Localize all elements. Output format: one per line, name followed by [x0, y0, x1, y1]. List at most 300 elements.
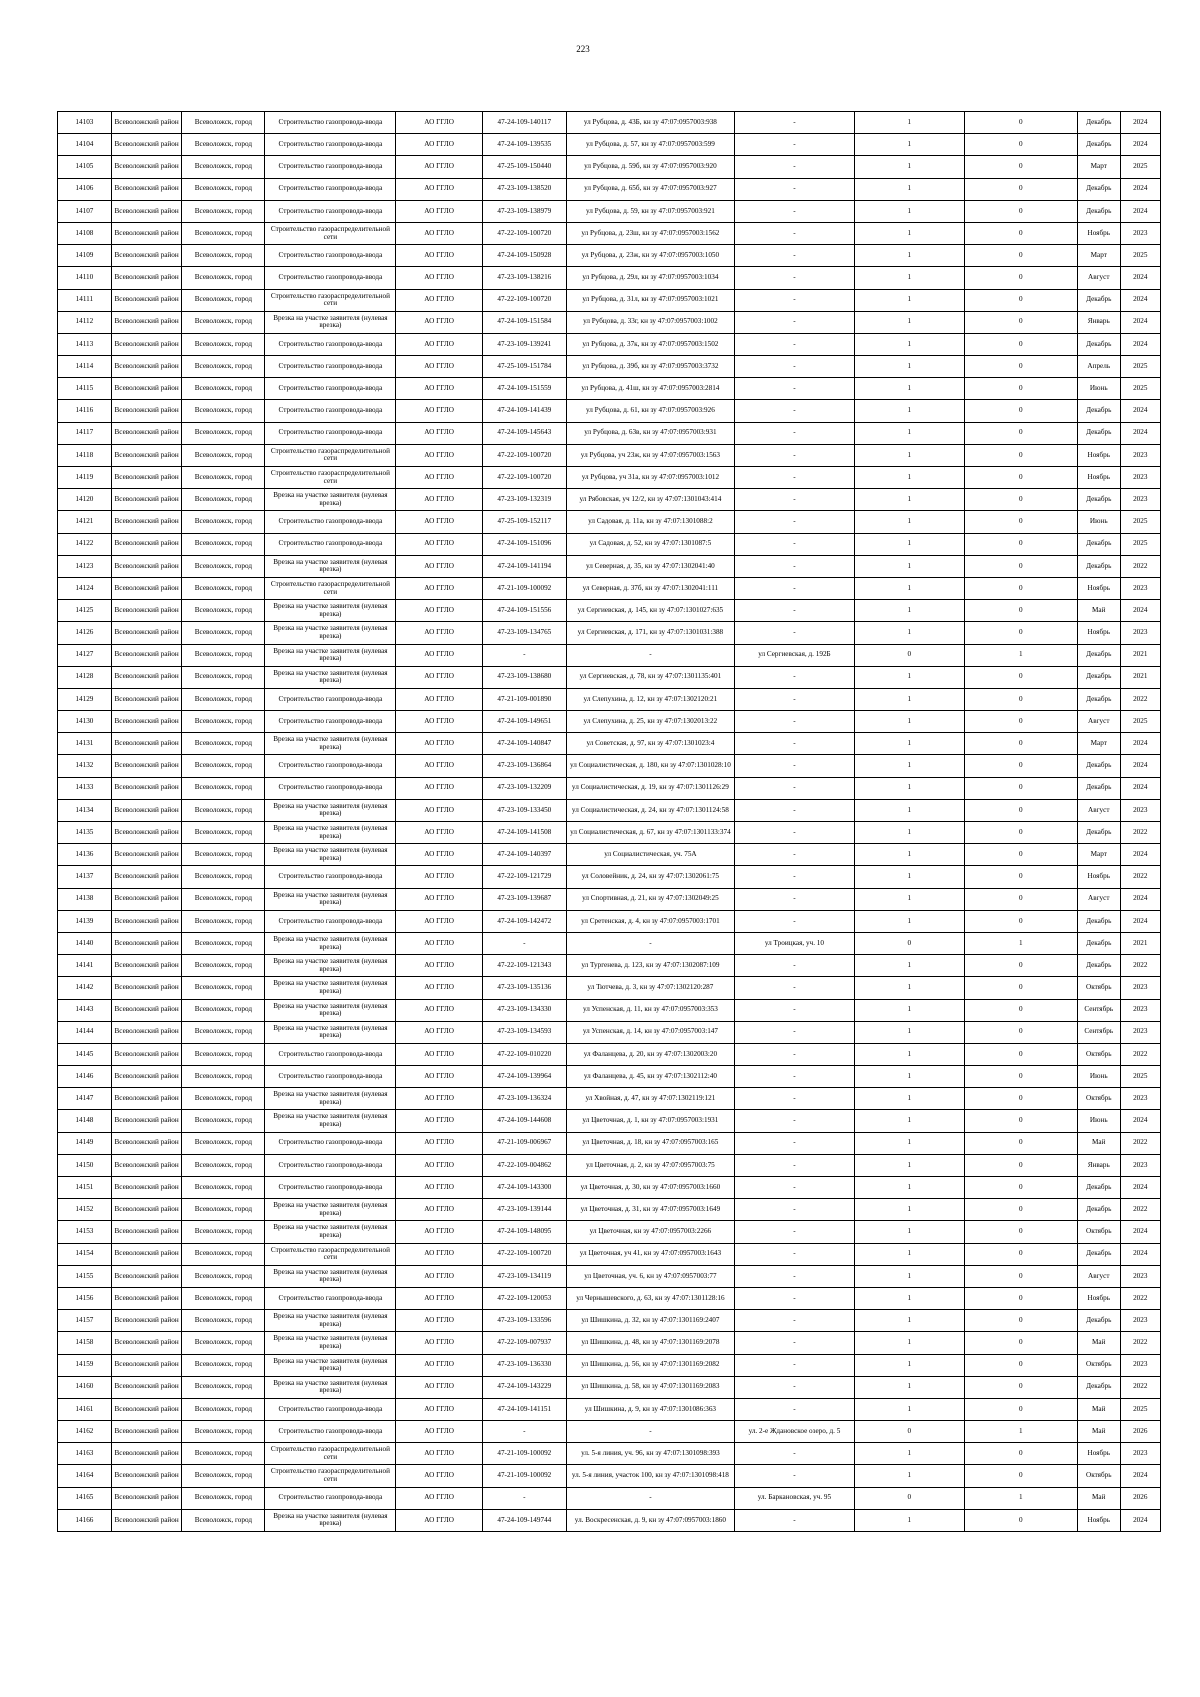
district-cell: Всеволожский район: [111, 200, 182, 222]
address-cadastral-cell: ул Рубцова, д. 29л, кн зу 47:07:0957003:1034: [566, 267, 734, 289]
address-alt-cell: -: [734, 1177, 854, 1199]
application-number-cell: 47-22-109-100720: [482, 444, 566, 466]
count-b-cell: 0: [964, 267, 1077, 289]
row-number: 14105: [58, 156, 112, 178]
count-b-cell: 0: [964, 1310, 1077, 1332]
application-number-cell: 47-24-109-151556: [482, 600, 566, 622]
row-number: 14146: [58, 1066, 112, 1088]
year-cell: 2025: [1120, 1398, 1160, 1420]
application-number-cell: 47-23-109-138979: [482, 200, 566, 222]
table-row: [58, 1287, 1161, 1309]
row-number: 14125: [58, 600, 112, 622]
locality-cell: Всеволожск, город: [182, 356, 265, 378]
year-cell: 2024: [1120, 888, 1160, 910]
year-cell: 2023: [1120, 1088, 1160, 1110]
district-cell: Всеволожский район: [111, 666, 182, 688]
address-cadastral-cell: ул Тютчева, д. 3, кн зу 47:07:1302120:287: [566, 977, 734, 999]
address-alt-cell: -: [734, 1398, 854, 1420]
locality-cell: Всеволожск, город: [182, 511, 265, 533]
organization-cell: АО ГГЛО: [396, 489, 482, 511]
organization-cell: АО ГГЛО: [396, 1443, 482, 1465]
organization-cell: АО ГГЛО: [396, 1243, 482, 1265]
row-number: 14145: [58, 1043, 112, 1065]
row-number: 14134: [58, 799, 112, 821]
row-number: 14143: [58, 999, 112, 1021]
organization-cell: АО ГГЛО: [396, 511, 482, 533]
locality-cell: Всеволожск, город: [182, 644, 265, 666]
address-alt-cell: -: [734, 1066, 854, 1088]
application-number-cell: 47-25-109-152117: [482, 511, 566, 533]
table-row: [58, 1066, 1161, 1088]
row-number: 14166: [58, 1509, 112, 1531]
address-cadastral-cell: ул Соловейник, д. 24, кн зу 47:07:1302061:75: [566, 866, 734, 888]
month-cell: Декабрь: [1077, 134, 1120, 156]
count-a-cell: 1: [854, 622, 964, 644]
month-cell: Октябрь: [1077, 1221, 1120, 1243]
month-cell: Ноябрь: [1077, 222, 1120, 244]
count-a-cell: 0: [854, 932, 964, 954]
work-type-cell: Врезка на участке заявителя (нулевая врезка): [265, 955, 396, 977]
locality-cell: Всеволожск, город: [182, 733, 265, 755]
locality-cell: Всеволожск, город: [182, 311, 265, 333]
work-type-cell: Строительство газопровода-ввода: [265, 1043, 396, 1065]
organization-cell: АО ГГЛО: [396, 378, 482, 400]
table-row: [58, 245, 1161, 267]
address-cadastral-cell: ул Рубцова, д. 33г, кн зу 47:07:0957003:1002: [566, 311, 734, 333]
address-alt-cell: -: [734, 134, 854, 156]
organization-cell: АО ГГЛО: [396, 356, 482, 378]
table-row: [58, 156, 1161, 178]
count-a-cell: 0: [854, 1487, 964, 1509]
row-number: 14133: [58, 777, 112, 799]
month-cell: Май: [1077, 1132, 1120, 1154]
locality-cell: Всеволожск, город: [182, 600, 265, 622]
count-a-cell: 1: [854, 555, 964, 577]
count-a-cell: 1: [854, 245, 964, 267]
application-number-cell: 47-24-109-143229: [482, 1376, 566, 1398]
address-alt-cell: ул Сергиевская, д. 192Б: [734, 644, 854, 666]
count-b-cell: 0: [964, 467, 1077, 489]
address-cadastral-cell: ул Садовая, д. 52, кн зу 47:07:1301087:5: [566, 533, 734, 555]
table-row: [58, 333, 1161, 355]
count-a-cell: 1: [854, 378, 964, 400]
count-a-cell: 1: [854, 910, 964, 932]
count-b-cell: 0: [964, 1443, 1077, 1465]
count-b-cell: 0: [964, 200, 1077, 222]
application-number-cell: 47-24-109-151559: [482, 378, 566, 400]
table-row: [58, 577, 1161, 599]
district-cell: Всеволожский район: [111, 156, 182, 178]
month-cell: Ноябрь: [1077, 467, 1120, 489]
row-number: 14151: [58, 1177, 112, 1199]
row-number: 14141: [58, 955, 112, 977]
year-cell: 2025: [1120, 511, 1160, 533]
count-a-cell: 1: [854, 1043, 964, 1065]
district-cell: Всеволожский район: [111, 1043, 182, 1065]
count-b-cell: 0: [964, 1354, 1077, 1376]
count-a-cell: 1: [854, 311, 964, 333]
district-cell: Всеволожский район: [111, 1443, 182, 1465]
locality-cell: Всеволожск, город: [182, 999, 265, 1021]
table-row: [58, 378, 1161, 400]
year-cell: 2024: [1120, 600, 1160, 622]
organization-cell: АО ГГЛО: [396, 222, 482, 244]
month-cell: Октябрь: [1077, 1354, 1120, 1376]
application-number-cell: 47-23-109-133596: [482, 1310, 566, 1332]
count-b-cell: 0: [964, 422, 1077, 444]
year-cell: 2025: [1120, 378, 1160, 400]
district-cell: Всеволожский район: [111, 1509, 182, 1531]
organization-cell: АО ГГЛО: [396, 577, 482, 599]
address-cadastral-cell: ул Шишкина, д. 58, кн зу 47:07:1301169:2083: [566, 1376, 734, 1398]
address-alt-cell: -: [734, 1243, 854, 1265]
row-number: 14135: [58, 822, 112, 844]
table-row: [58, 444, 1161, 466]
row-number: 14152: [58, 1199, 112, 1221]
organization-cell: АО ГГЛО: [396, 1132, 482, 1154]
count-a-cell: 1: [854, 1243, 964, 1265]
address-cadastral-cell: ул Шишкина, д. 9, кн зу 47:07:1301086:363: [566, 1398, 734, 1420]
address-cadastral-cell: -: [566, 1487, 734, 1509]
row-number: 14103: [58, 112, 112, 134]
month-cell: Декабрь: [1077, 777, 1120, 799]
year-cell: 2022: [1120, 1287, 1160, 1309]
row-number: 14161: [58, 1398, 112, 1420]
year-cell: 2023: [1120, 1021, 1160, 1043]
locality-cell: Всеволожск, город: [182, 489, 265, 511]
work-type-cell: Врезка на участке заявителя (нулевая врезка): [265, 1088, 396, 1110]
year-cell: 2023: [1120, 577, 1160, 599]
work-type-cell: Строительство газопровода-ввода: [265, 777, 396, 799]
count-a-cell: 1: [854, 489, 964, 511]
locality-cell: Всеволожск, город: [182, 112, 265, 134]
count-a-cell: 1: [854, 666, 964, 688]
count-a-cell: 1: [854, 777, 964, 799]
month-cell: Ноябрь: [1077, 1509, 1120, 1531]
count-b-cell: 0: [964, 1243, 1077, 1265]
organization-cell: АО ГГЛО: [396, 1221, 482, 1243]
district-cell: Всеволожский район: [111, 1110, 182, 1132]
district-cell: Всеволожский район: [111, 489, 182, 511]
address-cadastral-cell: ул Рубцова, д. 43Б, кн зу 47:07:0957003:938: [566, 112, 734, 134]
month-cell: Май: [1077, 1332, 1120, 1354]
application-number-cell: 47-22-109-100720: [482, 222, 566, 244]
district-cell: Всеволожский район: [111, 467, 182, 489]
row-number: 14164: [58, 1465, 112, 1487]
address-cadastral-cell: ул Советская, д. 97, кн зу 47:07:1301023:4: [566, 733, 734, 755]
table-row: [58, 1088, 1161, 1110]
row-number: 14111: [58, 289, 112, 311]
address-cadastral-cell: ул Рубцова, д. 63в, кн зу 47:07:0957003:931: [566, 422, 734, 444]
count-b-cell: 0: [964, 222, 1077, 244]
year-cell: 2024: [1120, 333, 1160, 355]
organization-cell: АО ГГЛО: [396, 267, 482, 289]
locality-cell: Всеволожск, город: [182, 156, 265, 178]
address-cadastral-cell: ул Рубцова, д. 61, кн зу 47:07:0957003:926: [566, 400, 734, 422]
year-cell: 2024: [1120, 311, 1160, 333]
work-type-cell: Строительство газораспределительной сети: [265, 1243, 396, 1265]
organization-cell: АО ГГЛО: [396, 1154, 482, 1176]
count-a-cell: 1: [854, 866, 964, 888]
work-type-cell: Врезка на участке заявителя (нулевая врезка): [265, 999, 396, 1021]
count-b-cell: 0: [964, 999, 1077, 1021]
locality-cell: Всеволожск, город: [182, 1354, 265, 1376]
address-cadastral-cell: ул Рубцова, д. 59, кн зу 47:07:0957003:921: [566, 200, 734, 222]
work-type-cell: Врезка на участке заявителя (нулевая врезка): [265, 622, 396, 644]
organization-cell: АО ГГЛО: [396, 1021, 482, 1043]
month-cell: Май: [1077, 600, 1120, 622]
locality-cell: Всеволожск, город: [182, 245, 265, 267]
work-type-cell: Врезка на участке заявителя (нулевая врезка): [265, 1332, 396, 1354]
address-alt-cell: -: [734, 1088, 854, 1110]
table-row: [58, 356, 1161, 378]
organization-cell: АО ГГЛО: [396, 822, 482, 844]
month-cell: Август: [1077, 267, 1120, 289]
address-alt-cell: -: [734, 777, 854, 799]
locality-cell: Всеволожск, город: [182, 1154, 265, 1176]
application-number-cell: 47-24-109-139964: [482, 1066, 566, 1088]
work-type-cell: Строительство газопровода-ввода: [265, 910, 396, 932]
month-cell: Декабрь: [1077, 666, 1120, 688]
month-cell: Декабрь: [1077, 533, 1120, 555]
address-cadastral-cell: ул Успенская, д. 14, кн зу 47:07:0957003:147: [566, 1021, 734, 1043]
count-a-cell: 1: [854, 888, 964, 910]
count-a-cell: 1: [854, 533, 964, 555]
year-cell: 2024: [1120, 289, 1160, 311]
count-b-cell: 0: [964, 1398, 1077, 1420]
table-row: [58, 1332, 1161, 1354]
application-number-cell: 47-22-109-121343: [482, 955, 566, 977]
address-cadastral-cell: ул Цветочная, д. 2, кн зу 47:07:0957003:75: [566, 1154, 734, 1176]
month-cell: Март: [1077, 156, 1120, 178]
count-b-cell: 0: [964, 711, 1077, 733]
work-type-cell: Строительство газопровода-ввода: [265, 156, 396, 178]
application-number-cell: 47-24-109-149744: [482, 1509, 566, 1531]
count-a-cell: 1: [854, 1021, 964, 1043]
address-alt-cell: -: [734, 267, 854, 289]
address-cadastral-cell: ул. Воскресенская, д. 9, кн зу 47:07:0957003:1860: [566, 1509, 734, 1531]
organization-cell: АО ГГЛО: [396, 1421, 482, 1443]
locality-cell: Всеволожск, город: [182, 932, 265, 954]
count-b-cell: 0: [964, 1332, 1077, 1354]
count-b-cell: 0: [964, 577, 1077, 599]
locality-cell: Всеволожск, город: [182, 1199, 265, 1221]
organization-cell: АО ГГЛО: [396, 156, 482, 178]
row-number: 14128: [58, 666, 112, 688]
year-cell: 2024: [1120, 267, 1160, 289]
count-b-cell: 0: [964, 777, 1077, 799]
address-alt-cell: -: [734, 666, 854, 688]
organization-cell: АО ГГЛО: [396, 1509, 482, 1531]
locality-cell: Всеволожск, город: [182, 1265, 265, 1287]
address-alt-cell: -: [734, 555, 854, 577]
count-a-cell: 1: [854, 1110, 964, 1132]
organization-cell: АО ГГЛО: [396, 600, 482, 622]
month-cell: Декабрь: [1077, 755, 1120, 777]
month-cell: Ноябрь: [1077, 1443, 1120, 1465]
application-number-cell: 47-24-109-150928: [482, 245, 566, 267]
work-type-cell: Врезка на участке заявителя (нулевая врезка): [265, 1265, 396, 1287]
row-number: 14147: [58, 1088, 112, 1110]
row-number: 14154: [58, 1243, 112, 1265]
month-cell: Октябрь: [1077, 1088, 1120, 1110]
organization-cell: АО ГГЛО: [396, 844, 482, 866]
row-number: 14117: [58, 422, 112, 444]
work-type-cell: Строительство газопровода-ввода: [265, 112, 396, 134]
month-cell: Сентябрь: [1077, 999, 1120, 1021]
year-cell: 2025: [1120, 156, 1160, 178]
application-number-cell: 47-24-109-151584: [482, 311, 566, 333]
organization-cell: АО ГГЛО: [396, 888, 482, 910]
year-cell: 2026: [1120, 1487, 1160, 1509]
year-cell: 2024: [1120, 400, 1160, 422]
work-type-cell: Строительство газопровода-ввода: [265, 533, 396, 555]
month-cell: Декабрь: [1077, 822, 1120, 844]
year-cell: 2023: [1120, 1154, 1160, 1176]
month-cell: Декабрь: [1077, 555, 1120, 577]
locality-cell: Всеволожск, город: [182, 400, 265, 422]
application-number-cell: 47-23-109-134330: [482, 999, 566, 1021]
table-row: [58, 1265, 1161, 1287]
year-cell: 2024: [1120, 112, 1160, 134]
locality-cell: Всеволожск, город: [182, 688, 265, 710]
address-alt-cell: -: [734, 1509, 854, 1531]
count-b-cell: 0: [964, 755, 1077, 777]
work-type-cell: Врезка на участке заявителя (нулевая врезка): [265, 844, 396, 866]
table-row: [58, 777, 1161, 799]
address-alt-cell: -: [734, 1110, 854, 1132]
address-cadastral-cell: ул Социалистическая, д. 19, кн зу 47:07:1301126:29: [566, 777, 734, 799]
count-a-cell: 1: [854, 822, 964, 844]
work-type-cell: Строительство газораспределительной сети: [265, 289, 396, 311]
year-cell: 2022: [1120, 688, 1160, 710]
district-cell: Всеволожский район: [111, 533, 182, 555]
table-row: [58, 533, 1161, 555]
count-b-cell: 0: [964, 1132, 1077, 1154]
work-type-cell: Строительство газопровода-ввода: [265, 178, 396, 200]
year-cell: 2022: [1120, 1199, 1160, 1221]
address-cadastral-cell: ул Рубцова, д. 57, кн зу 47:07:0957003:599: [566, 134, 734, 156]
application-number-cell: 47-22-109-010220: [482, 1043, 566, 1065]
locality-cell: Всеволожск, город: [182, 866, 265, 888]
organization-cell: АО ГГЛО: [396, 644, 482, 666]
table-row: [58, 1243, 1161, 1265]
count-b-cell: 0: [964, 1265, 1077, 1287]
address-cadastral-cell: ул Социалистическая, д. 67, кн зу 47:07:1301133:374: [566, 822, 734, 844]
count-b-cell: 1: [964, 1487, 1077, 1509]
table-row: [58, 932, 1161, 954]
locality-cell: Всеволожск, город: [182, 555, 265, 577]
work-type-cell: Строительство газопровода-ввода: [265, 1177, 396, 1199]
table-row: [58, 1465, 1161, 1487]
address-cadastral-cell: ул Социалистическая, д. 180, кн зу 47:07:1301028:10: [566, 755, 734, 777]
count-b-cell: 0: [964, 688, 1077, 710]
year-cell: 2025: [1120, 1066, 1160, 1088]
address-cadastral-cell: ул Северная, д. 37б, кн зу 47:07:1302041:111: [566, 577, 734, 599]
work-type-cell: Строительство газопровода-ввода: [265, 866, 396, 888]
district-cell: Всеволожский район: [111, 356, 182, 378]
application-number-cell: 47-23-109-138216: [482, 267, 566, 289]
work-type-cell: Строительство газопровода-ввода: [265, 1154, 396, 1176]
address-alt-cell: -: [734, 511, 854, 533]
locality-cell: Всеволожск, город: [182, 977, 265, 999]
locality-cell: Всеволожск, город: [182, 1066, 265, 1088]
count-b-cell: 0: [964, 977, 1077, 999]
table-row: [58, 267, 1161, 289]
organization-cell: АО ГГЛО: [396, 112, 482, 134]
district-cell: Всеволожский район: [111, 932, 182, 954]
count-a-cell: 1: [854, 1376, 964, 1398]
row-number: 14104: [58, 134, 112, 156]
table-row: [58, 467, 1161, 489]
month-cell: Июнь: [1077, 1066, 1120, 1088]
address-alt-cell: -: [734, 1221, 854, 1243]
address-alt-cell: -: [734, 799, 854, 821]
organization-cell: АО ГГЛО: [396, 866, 482, 888]
address-cadastral-cell: ул Сергиевская, д. 145, кн зу 47:07:1301027:635: [566, 600, 734, 622]
address-alt-cell: -: [734, 1354, 854, 1376]
address-cadastral-cell: ул Рубцова, уч 23ж, кн зу 47:07:0957003:1563: [566, 444, 734, 466]
row-number: 14114: [58, 356, 112, 378]
row-number: 14137: [58, 866, 112, 888]
count-a-cell: 1: [854, 1465, 964, 1487]
table-row: [58, 600, 1161, 622]
year-cell: 2023: [1120, 799, 1160, 821]
address-cadastral-cell: ул Рубцова, д. 37к, кн зу 47:07:0957003:1502: [566, 333, 734, 355]
month-cell: Декабрь: [1077, 178, 1120, 200]
address-cadastral-cell: ул Спортивная, д. 21, кн зу 47:07:1302049:25: [566, 888, 734, 910]
count-b-cell: 0: [964, 489, 1077, 511]
year-cell: 2025: [1120, 533, 1160, 555]
row-number: 14127: [58, 644, 112, 666]
count-b-cell: 0: [964, 378, 1077, 400]
count-b-cell: 1: [964, 1421, 1077, 1443]
address-cadastral-cell: ул Шишкина, д. 48, кн зу 47:07:1301169:2078: [566, 1332, 734, 1354]
count-b-cell: 0: [964, 178, 1077, 200]
table-row: [58, 733, 1161, 755]
row-number: 14150: [58, 1154, 112, 1176]
table-row: [58, 866, 1161, 888]
application-number-cell: -: [482, 644, 566, 666]
work-type-cell: Строительство газораспределительной сети: [265, 1465, 396, 1487]
count-a-cell: 1: [854, 400, 964, 422]
count-a-cell: 1: [854, 1287, 964, 1309]
table-row: [58, 1043, 1161, 1065]
address-cadastral-cell: ул Северная, д. 35, кн зу 47:07:1302041:40: [566, 555, 734, 577]
locality-cell: Всеволожск, город: [182, 1021, 265, 1043]
address-alt-cell: -: [734, 1443, 854, 1465]
organization-cell: АО ГГЛО: [396, 311, 482, 333]
address-alt-cell: -: [734, 112, 854, 134]
organization-cell: АО ГГЛО: [396, 622, 482, 644]
address-alt-cell: -: [734, 866, 854, 888]
application-number-cell: 47-24-109-141508: [482, 822, 566, 844]
locality-cell: Всеволожск, город: [182, 422, 265, 444]
year-cell: 2025: [1120, 245, 1160, 267]
count-b-cell: 0: [964, 333, 1077, 355]
application-number-cell: 47-24-109-149651: [482, 711, 566, 733]
application-number-cell: 47-24-109-142472: [482, 910, 566, 932]
count-b-cell: 0: [964, 1066, 1077, 1088]
work-type-cell: Строительство газопровода-ввода: [265, 1287, 396, 1309]
table-row: [58, 511, 1161, 533]
month-cell: Январь: [1077, 311, 1120, 333]
count-a-cell: 1: [854, 1088, 964, 1110]
row-number: 14112: [58, 311, 112, 333]
address-alt-cell: -: [734, 600, 854, 622]
year-cell: 2022: [1120, 1043, 1160, 1065]
count-a-cell: 1: [854, 1221, 964, 1243]
